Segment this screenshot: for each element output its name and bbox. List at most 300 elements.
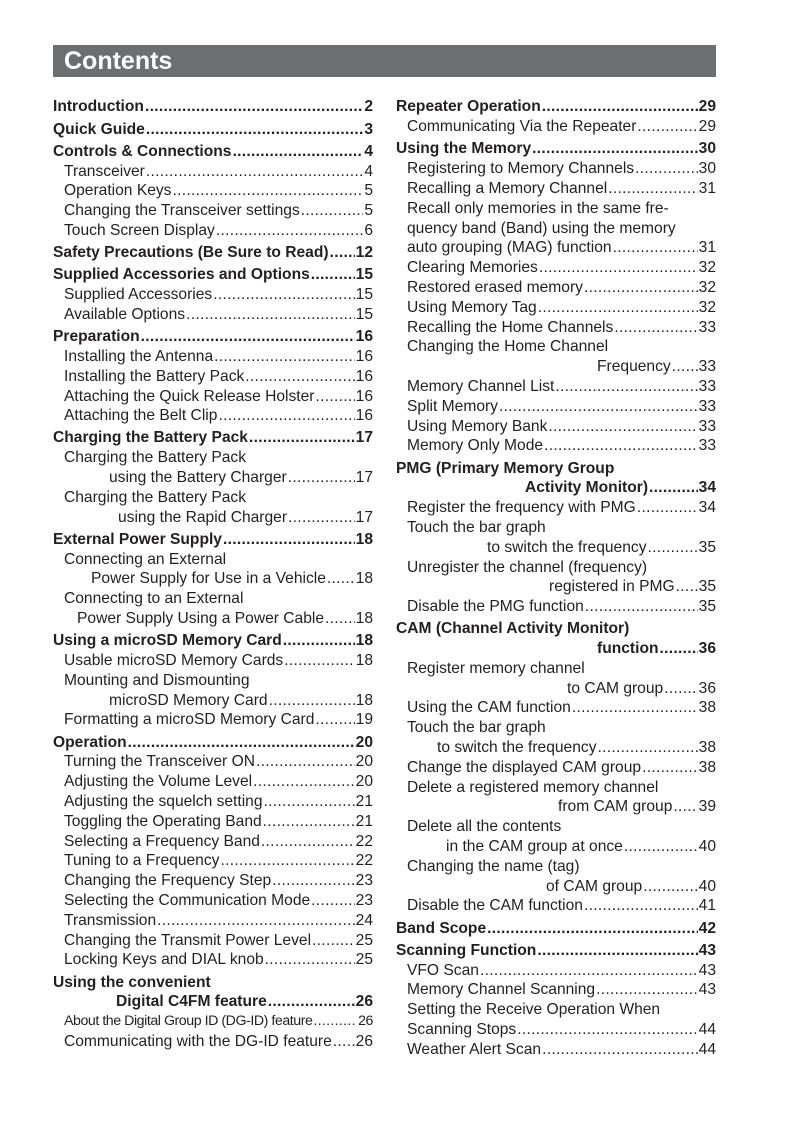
toc-subsection-entry: [396, 961, 716, 981]
toc-entry-title: Installing the Antenna: [64, 347, 214, 365]
toc-page-number: 38: [698, 699, 716, 717]
toc-subsection-entry: [53, 569, 373, 589]
toc-subsection-entry: [396, 877, 716, 897]
toc-page-number: 16: [355, 387, 373, 405]
toc-subsection-entry: [53, 508, 373, 528]
toc-entry-title: Quick Guide: [53, 120, 145, 138]
toc-page-number: 15: [355, 266, 373, 284]
toc-subsection-entry: [53, 550, 373, 570]
toc-page-number: 22: [355, 852, 373, 870]
toc-subsection-entry: [53, 201, 373, 221]
dot-leader: [263, 812, 355, 832]
dot-leader: [538, 298, 698, 318]
toc-entry-title: auto grouping (MAG) function: [407, 239, 612, 257]
toc-page-number: 15: [355, 286, 373, 304]
toc-entry-title: Introduction: [53, 98, 144, 116]
toc-entry-title: Changing the name (tag): [407, 857, 580, 875]
dot-leader: [232, 142, 363, 162]
toc-page-number: 17: [355, 508, 373, 526]
toc-subsection-entry: [53, 812, 373, 832]
toc-page-number: 40: [698, 877, 716, 895]
dot-leader: [330, 243, 355, 263]
toc-page-number: 25: [355, 951, 373, 969]
toc-entry-title: Transmission: [64, 911, 157, 929]
toc-subsection-entry: [396, 436, 716, 456]
toc-subsection-entry: [396, 159, 716, 179]
dot-leader: [584, 896, 698, 916]
contents-header-bar: [53, 45, 716, 77]
toc-page-number: 16: [355, 367, 373, 385]
toc-page-number: 18: [355, 632, 373, 650]
toc-entry-title: Safety Precautions (Be Sure to Read): [53, 244, 329, 262]
toc-page-number: 18: [355, 530, 373, 548]
toc-entry-title: to CAM group: [567, 679, 664, 697]
toc-entry-title: Memory Only Mode: [407, 437, 544, 455]
toc-page-number: 15: [355, 305, 373, 323]
dot-leader: [532, 139, 697, 159]
toc-entry-title: Operation Keys: [64, 182, 172, 200]
dot-leader: [555, 377, 697, 397]
toc-entry-title: Adjusting the Volume Level: [64, 773, 253, 791]
dot-leader: [288, 508, 355, 528]
toc-subsection-entry: [53, 752, 373, 772]
toc-subsection-entry: [396, 817, 716, 837]
toc-page-number: 18: [355, 610, 373, 628]
toc-entry-title: Selecting the Communication Mode: [64, 891, 311, 909]
dot-leader: [283, 631, 355, 651]
toc-subsection-entry: [53, 162, 373, 182]
toc-page-number: 29: [698, 118, 716, 136]
toc-entry-title: Communicating Via the Repeater: [407, 118, 637, 136]
page-title: Contents: [64, 47, 173, 75]
toc-entry-title: Memory Channel Scanning: [407, 981, 596, 999]
toc-subsection-entry: [396, 498, 716, 518]
toc-page-number: 12: [355, 244, 373, 262]
toc-page-number: 44: [698, 1040, 716, 1058]
toc-page-number: 16: [355, 347, 373, 365]
toc-subsection-entry: [53, 651, 373, 671]
toc-subsection-entry: [396, 538, 716, 558]
toc-section-entry: [53, 265, 373, 285]
toc-section-entry: [396, 478, 716, 498]
toc-subsection-entry: [396, 896, 716, 916]
dot-leader: [313, 1012, 357, 1032]
toc-entry-title: Disable the CAM function: [407, 897, 583, 915]
dot-leader: [676, 577, 698, 597]
toc-page-number: 41: [698, 897, 716, 915]
toc-entry-title: Using the Memory: [396, 140, 532, 158]
toc-section-entry: [396, 919, 716, 939]
toc-page-number: 30: [698, 160, 716, 178]
toc-entry-title: Power Supply Using a Power Cable: [77, 610, 325, 628]
toc-page-number: 43: [698, 961, 716, 979]
toc-entry-title: Split Memory: [407, 397, 498, 415]
toc-page-number: 32: [698, 278, 716, 296]
toc-page-number: 32: [698, 259, 716, 277]
toc-page-number: 33: [698, 397, 716, 415]
toc-section-entry: [53, 733, 373, 753]
dot-leader: [245, 367, 354, 387]
toc-entry-title: microSD Memory Card: [109, 691, 268, 709]
toc-entry-title: Connecting an External: [64, 550, 227, 568]
toc-page-number: 35: [698, 538, 716, 556]
toc-subsection-entry: [396, 1040, 716, 1060]
toc-entry-title: Changing the Home Channel: [407, 338, 609, 356]
toc-subsection-entry: [396, 238, 716, 258]
toc-page-number: 30: [698, 140, 716, 158]
toc-page-number: 23: [355, 891, 373, 909]
toc-entry-title: Changing the Frequency Step: [64, 872, 272, 890]
toc-subsection-entry: [396, 258, 716, 278]
toc-page-number: 38: [698, 758, 716, 776]
dot-leader: [249, 428, 355, 448]
toc-subsection-entry: [396, 738, 716, 758]
toc-page-number: 21: [355, 793, 373, 810]
toc-entry-title: Touch the bar graph: [407, 518, 546, 536]
toc-section-entry: [396, 97, 716, 117]
toc-page-number: 20: [355, 733, 373, 751]
toc-entry-title: Delete all the contents: [407, 818, 562, 836]
dot-leader: [220, 851, 354, 871]
toc-subsection-entry: [396, 778, 716, 798]
toc-entry-title: Power Supply for Use in a Vehicle: [91, 570, 326, 588]
toc-entry-title: Recall only memories in the same fre-: [407, 199, 669, 217]
dot-leader: [673, 797, 697, 817]
toc-entry-title: Touch Screen Display: [64, 221, 215, 239]
toc-page-number: 40: [698, 838, 716, 856]
toc-entry-title: Register memory channel: [407, 659, 585, 677]
toc-entry-title: VFO Scan: [407, 961, 479, 979]
toc-subsection-entry: [53, 609, 373, 629]
toc-page-number: 29: [698, 98, 716, 116]
dot-leader: [598, 738, 698, 758]
toc-subsection-entry: [396, 518, 716, 538]
toc-entry-title: Preparation: [53, 328, 140, 346]
toc-entry-title: Unregister the channel (frequency): [407, 558, 648, 576]
toc-page-number: 21: [355, 812, 373, 830]
toc-page-number: 39: [698, 798, 716, 816]
dot-leader: [596, 980, 698, 1000]
toc-section-entry: [396, 941, 716, 961]
toc-subsection-entry: [53, 691, 373, 711]
dot-leader: [223, 530, 355, 550]
toc-entry-title: Charging the Battery Pack: [64, 449, 247, 467]
toc-page-number: 36: [698, 640, 716, 658]
dot-leader: [643, 877, 697, 897]
dot-leader: [649, 478, 698, 498]
toc-entry-title: Change the displayed CAM group: [407, 758, 642, 776]
toc-section-entry: [396, 619, 716, 639]
toc-entry-title: Changing the Transceiver settings: [64, 202, 300, 220]
toc-entry-title: Disable the PMG function: [407, 598, 584, 616]
toc-subsection-entry: [396, 980, 716, 1000]
toc-entry-title: CAM (Channel Activity Monitor): [396, 620, 630, 638]
dot-leader: [288, 468, 355, 488]
toc-page-number: 38: [698, 739, 716, 757]
toc-subsection-entry: [396, 698, 716, 718]
toc-entry-title: Memory Channel List: [407, 377, 555, 395]
toc-page-number: 33: [698, 358, 716, 376]
toc-entry-title: Attaching the Quick Release Holster: [64, 387, 315, 405]
toc-subsection-entry: [396, 117, 716, 137]
toc-subsection-entry: [396, 797, 716, 817]
toc-entry-title: PMG (Primary Memory Group: [396, 459, 615, 477]
toc-subsection-entry: [53, 772, 373, 792]
toc-subsection-entry: [53, 1032, 373, 1052]
toc-page-number: 42: [698, 919, 716, 937]
dot-leader: [542, 97, 698, 117]
toc-page-number: 4: [364, 142, 373, 160]
toc-subsection-entry: [53, 911, 373, 931]
toc-entry-title: Restored erased memory: [407, 278, 583, 296]
toc-section-entry: [396, 639, 716, 659]
toc-entry-title: Mounting and Dismounting: [64, 671, 250, 689]
dot-leader: [268, 992, 355, 1012]
toc-entry-title: Controls & Connections: [53, 142, 232, 160]
toc-entry-title: Tuning to a Frequency: [64, 852, 220, 870]
toc-entry-title: Supplied Accessories and Options: [53, 266, 310, 284]
toc-page-number: 33: [698, 417, 716, 435]
toc-subsection-entry: [396, 857, 716, 877]
toc-section-entry: [53, 142, 373, 162]
toc-entry-title: Using the CAM function: [407, 699, 571, 717]
toc-entry-title: Touch the bar graph: [407, 719, 546, 737]
toc-subsection-entry: [396, 298, 716, 318]
toc-page-number: 36: [698, 679, 716, 697]
toc-entry-title: quency band (Band) using the memory: [407, 219, 676, 237]
toc-entry-title: Charging the Battery Pack: [64, 488, 247, 506]
toc-entry-title: Toggling the Operating Band: [64, 812, 262, 830]
toc-subsection-entry: [53, 871, 373, 891]
toc-column-right: [396, 95, 716, 1060]
toc-entry-title: in the CAM group at once: [446, 838, 623, 856]
dot-leader: [315, 710, 354, 730]
toc-entry-title: Connecting to an External: [64, 590, 244, 608]
dot-leader: [608, 179, 697, 199]
toc-section-entry: [396, 459, 716, 479]
dot-leader: [572, 698, 698, 718]
toc-entry-title: Setting the Receive Operation When: [407, 1001, 661, 1019]
toc-entry-title: Weather Alert Scan: [407, 1040, 542, 1058]
toc-page-number: 20: [355, 773, 373, 791]
toc-subsection-entry: [53, 1012, 373, 1032]
toc-subsection-entry: [396, 758, 716, 778]
toc-page-number: 31: [698, 239, 716, 257]
toc-entry-title: Scanning Function: [396, 941, 537, 959]
dot-leader: [480, 961, 698, 981]
toc-page-number: 2: [364, 98, 373, 116]
toc-subsection-entry: [53, 488, 373, 508]
dot-leader: [672, 357, 698, 377]
toc-entry-title: Registering to Memory Channels: [407, 160, 635, 178]
dot-leader: [265, 950, 355, 970]
toc-page-number: 33: [698, 318, 716, 336]
toc-subsection-entry: [396, 1020, 716, 1040]
dot-leader: [585, 597, 698, 617]
toc-page-number: 31: [698, 179, 716, 197]
toc-section-entry: [53, 530, 373, 550]
dot-leader: [327, 569, 355, 589]
toc-subsection-entry: [53, 221, 373, 241]
dot-leader: [311, 891, 354, 911]
toc-subsection-entry: [396, 577, 716, 597]
toc-page-number: 18: [355, 570, 373, 588]
toc-subsection-entry: [53, 931, 373, 951]
toc-page-number: 33: [698, 377, 716, 395]
toc-subsection-entry: [53, 468, 373, 488]
dot-leader: [487, 919, 698, 939]
toc-entry-title: Using a microSD Memory Card: [53, 632, 282, 650]
toc-subsection-entry: [53, 671, 373, 691]
toc-entry-title: Selecting a Frequency Band: [64, 832, 260, 850]
toc-page-number: 18: [355, 691, 373, 709]
toc-entry-title: Repeater Operation: [396, 98, 541, 116]
dot-leader: [544, 436, 698, 456]
dot-leader: [325, 609, 355, 629]
dot-leader: [312, 931, 355, 951]
toc-section-entry: [53, 428, 373, 448]
dot-leader: [648, 538, 698, 558]
dot-leader: [146, 162, 363, 182]
toc-page-number: 16: [355, 328, 373, 346]
toc-subsection-entry: [53, 448, 373, 468]
dot-leader: [614, 318, 697, 338]
toc-subsection-entry: [53, 387, 373, 407]
toc-page-number: 26: [355, 1032, 373, 1050]
dot-leader: [256, 752, 355, 772]
toc-subsection-entry: [396, 659, 716, 679]
dot-leader: [172, 181, 363, 201]
dot-leader: [539, 258, 698, 278]
dot-leader: [517, 1020, 697, 1040]
toc-page-number: 43: [698, 981, 716, 999]
toc-entry-title: using the Rapid Charger: [118, 508, 288, 526]
dot-leader: [660, 639, 698, 659]
toc-subsection-entry: [396, 417, 716, 437]
toc-entry-title: Band Scope: [396, 919, 487, 937]
toc-entry-title: Turning the Transceiver ON: [64, 753, 255, 771]
toc-entry-title: Changing the Transmit Power Level: [64, 931, 312, 949]
toc-page-number: 5: [364, 202, 373, 220]
toc-subsection-entry: [53, 305, 373, 325]
dot-leader: [542, 1040, 698, 1060]
toc-entry-title: Recalling the Home Channels: [407, 318, 614, 336]
toc-subsection-entry: [396, 558, 716, 578]
toc-page-number: 32: [698, 298, 716, 316]
toc-section-entry: [53, 97, 373, 117]
toc-subsection-entry: [396, 837, 716, 857]
toc-subsection-entry: [53, 710, 373, 730]
toc-subsection-entry: [53, 367, 373, 387]
toc-entry-title: Activity Monitor): [525, 479, 649, 497]
toc-page-number: 19: [355, 711, 373, 729]
toc-entry-title: Available Options: [64, 305, 186, 323]
toc-page-number: 26: [358, 1013, 373, 1030]
dot-leader: [664, 679, 697, 699]
toc-subsection-entry: [53, 347, 373, 367]
toc-entry-title: Charging the Battery Pack: [53, 429, 248, 447]
dot-leader: [214, 347, 355, 367]
toc-entry-title: Register the frequency with PMG: [407, 499, 636, 517]
toc-page-number: 24: [355, 911, 373, 929]
toc-subsection-entry: [396, 718, 716, 738]
dot-leader: [613, 238, 698, 258]
dot-leader: [272, 871, 354, 891]
toc-page-number: 33: [698, 437, 716, 455]
dot-leader: [284, 651, 354, 671]
dot-leader: [637, 117, 697, 137]
toc-page-number: 25: [355, 931, 373, 949]
dot-leader: [218, 406, 354, 426]
toc-entry-title: to switch the frequency: [487, 538, 647, 556]
toc-entry-title: Digital C4FM feature: [116, 993, 267, 1011]
toc-subsection-entry: [396, 597, 716, 617]
toc-entry-title: External Power Supply: [53, 530, 222, 548]
toc-section-entry: [53, 327, 373, 347]
dot-leader: [253, 772, 355, 792]
toc-page-number: 26: [355, 993, 373, 1011]
toc-subsection-entry: [396, 397, 716, 417]
toc-page-number: 5: [364, 182, 373, 200]
dot-leader: [333, 1032, 355, 1052]
toc-section-entry: [53, 631, 373, 651]
toc-entry-title: using the Battery Charger: [109, 469, 287, 487]
dot-leader: [635, 159, 698, 179]
toc-subsection-entry: [396, 179, 716, 199]
toc-entry-title: registered in PMG: [549, 578, 675, 596]
toc-entry-title: Attaching the Belt Clip: [64, 407, 218, 425]
dot-leader: [186, 305, 355, 325]
toc-page-number: 16: [355, 407, 373, 425]
toc-entry-title: Adjusting the squelch setting: [64, 793, 263, 810]
toc-column-left: [53, 95, 373, 1052]
toc-subsection-entry: [53, 589, 373, 609]
toc-entry-title: Recalling a Memory Channel: [407, 179, 608, 197]
toc-entry-title: Clearing Memories: [407, 259, 538, 277]
toc-entry-title: Scanning Stops: [407, 1021, 517, 1038]
toc-page-number: 22: [355, 832, 373, 850]
toc-entry-title: Transceiver: [64, 162, 145, 180]
toc-page-number: 34: [698, 479, 716, 497]
toc-page-number: 17: [355, 429, 373, 447]
toc-section-entry: [53, 120, 373, 140]
toc-subsection-entry: [53, 832, 373, 852]
toc-subsection-entry: [53, 181, 373, 201]
toc-entry-title: of CAM group: [546, 877, 643, 895]
toc-entry-title: Using Memory Tag: [407, 298, 537, 316]
toc-entry-title: About the Digital Group ID (DG-ID) feature: [64, 1013, 313, 1030]
toc-page-number: 23: [355, 872, 373, 890]
dot-leader: [642, 758, 698, 778]
dot-leader: [128, 733, 355, 753]
toc-entry-title: Locking Keys and DIAL knob: [64, 951, 264, 969]
toc-entry-title: Installing the Battery Pack: [64, 367, 245, 385]
toc-entry-title: Operation: [53, 733, 127, 751]
toc-subsection-entry: [53, 285, 373, 305]
toc-page-number: 20: [355, 753, 373, 771]
dot-leader: [301, 201, 364, 221]
toc-entry-title: Usable microSD Memory Cards: [64, 652, 284, 670]
toc-subsection-entry: [396, 377, 716, 397]
toc-page-number: 35: [698, 578, 716, 596]
dot-leader: [548, 417, 697, 437]
toc-subsection-entry: [53, 406, 373, 426]
dot-leader: [261, 832, 355, 852]
toc-subsection-entry: [396, 679, 716, 699]
toc-page-number: 17: [355, 469, 373, 487]
dot-leader: [537, 941, 697, 961]
toc-page-number: 18: [355, 652, 373, 670]
